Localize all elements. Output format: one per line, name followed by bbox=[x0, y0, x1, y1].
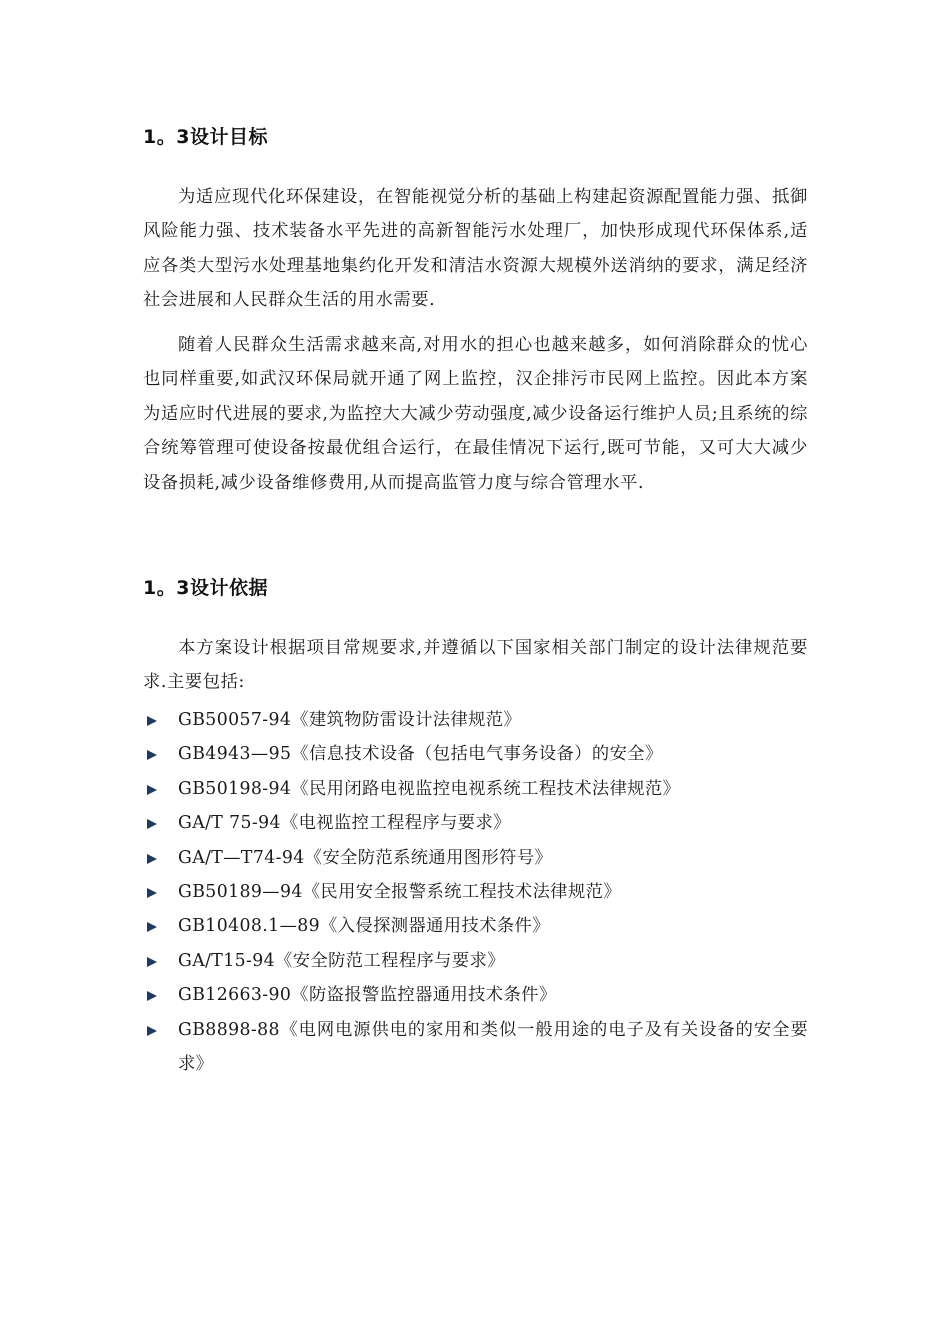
triangle-bullet-icon bbox=[147, 819, 157, 829]
list-item-text: GA/T 75-94《电视监控工程程序与要求》 bbox=[178, 813, 511, 834]
list-item bbox=[143, 737, 808, 771]
list-item bbox=[143, 806, 808, 840]
triangle-bullet-icon bbox=[147, 750, 157, 760]
section-heading-design-basis: 1。3设计依据 bbox=[143, 577, 268, 599]
list-item-text: GB50057-94《建筑物防雷设计法律规范》 bbox=[178, 710, 522, 730]
list-item bbox=[143, 841, 808, 875]
standards-list bbox=[143, 703, 808, 1081]
triangle-bullet-icon bbox=[147, 991, 157, 1001]
triangle-bullet-icon bbox=[147, 922, 157, 932]
triangle-bullet-icon bbox=[147, 1026, 157, 1036]
list-item bbox=[143, 978, 808, 1012]
section-heading-design-goal: 1。3设计目标 bbox=[143, 126, 268, 148]
list-item bbox=[143, 703, 808, 737]
list-item-text: GB10408.1—89《入侵探测器通用技术条件》 bbox=[178, 916, 550, 937]
list-item-text: GB8898-88《电网电源供电的家用和类似一般用途的电子及有关设备的安全要求》 bbox=[178, 1019, 808, 1075]
triangle-bullet-icon bbox=[147, 888, 157, 898]
list-item-text: GB50189—94《民用安全报警系统工程技术法律规范》 bbox=[178, 882, 622, 903]
list-item bbox=[143, 944, 808, 978]
list-item bbox=[143, 772, 808, 806]
list-item-text: GA/T15-94《安全防范工程程序与要求》 bbox=[178, 950, 505, 971]
list-item bbox=[143, 875, 808, 909]
triangle-bullet-icon bbox=[147, 854, 157, 864]
triangle-bullet-icon bbox=[147, 785, 157, 795]
list-item-text: GB12663-90《防盗报警监控器通用技术条件》 bbox=[178, 985, 557, 1006]
paragraph-goal-1: 为适应现代化环保建设，在智能视觉分析的基础上构建起资源配置能力强、抵御风险能力强、技术装备水平先进的高新智能污水处理厂，加快形成现代环保体系,适应各类大型污水处理基地集约化开发和清洁水资源大规模外送消纳的要求，满足经济社会进展和人民群众生活的用水需要. bbox=[143, 187, 808, 311]
list-item bbox=[143, 1013, 808, 1082]
list-item bbox=[143, 909, 808, 943]
paragraph-goal-2: 随着人民群众生活需求越来高,对用水的担心也越来越多，如何消除群众的忧心也同样重要,如武汉环保局就开通了网上监控，汉企排污市民网上监控。因此本方案为适应时代进展的要求,为监控大大减少劳动强度,减少设备运行维护人员;且系统的综合统筹管理可使设备按最优组合运行，在最佳情况下运行,既可节能，又可大大减少设备损耗,减少设备维修费用,从而提高监管力度与综合管理水平. bbox=[143, 335, 808, 493]
triangle-bullet-icon bbox=[147, 957, 157, 967]
paragraph-basis-intro: 本方案设计根据项目常规要求,并遵循以下国家相关部门制定的设计法律规范要求.主要包括: bbox=[143, 638, 808, 693]
list-item-text: GA/T—T74-94《安全防范系统通用图形符号》 bbox=[178, 847, 553, 868]
triangle-bullet-icon bbox=[147, 716, 157, 726]
list-item-text: GB50198-94《民用闭路电视监控电视系统工程技术法律规范》 bbox=[178, 778, 681, 799]
list-item-text: GB4943—95《信息技术设备（包括电气事务设备）的安全》 bbox=[178, 744, 663, 765]
